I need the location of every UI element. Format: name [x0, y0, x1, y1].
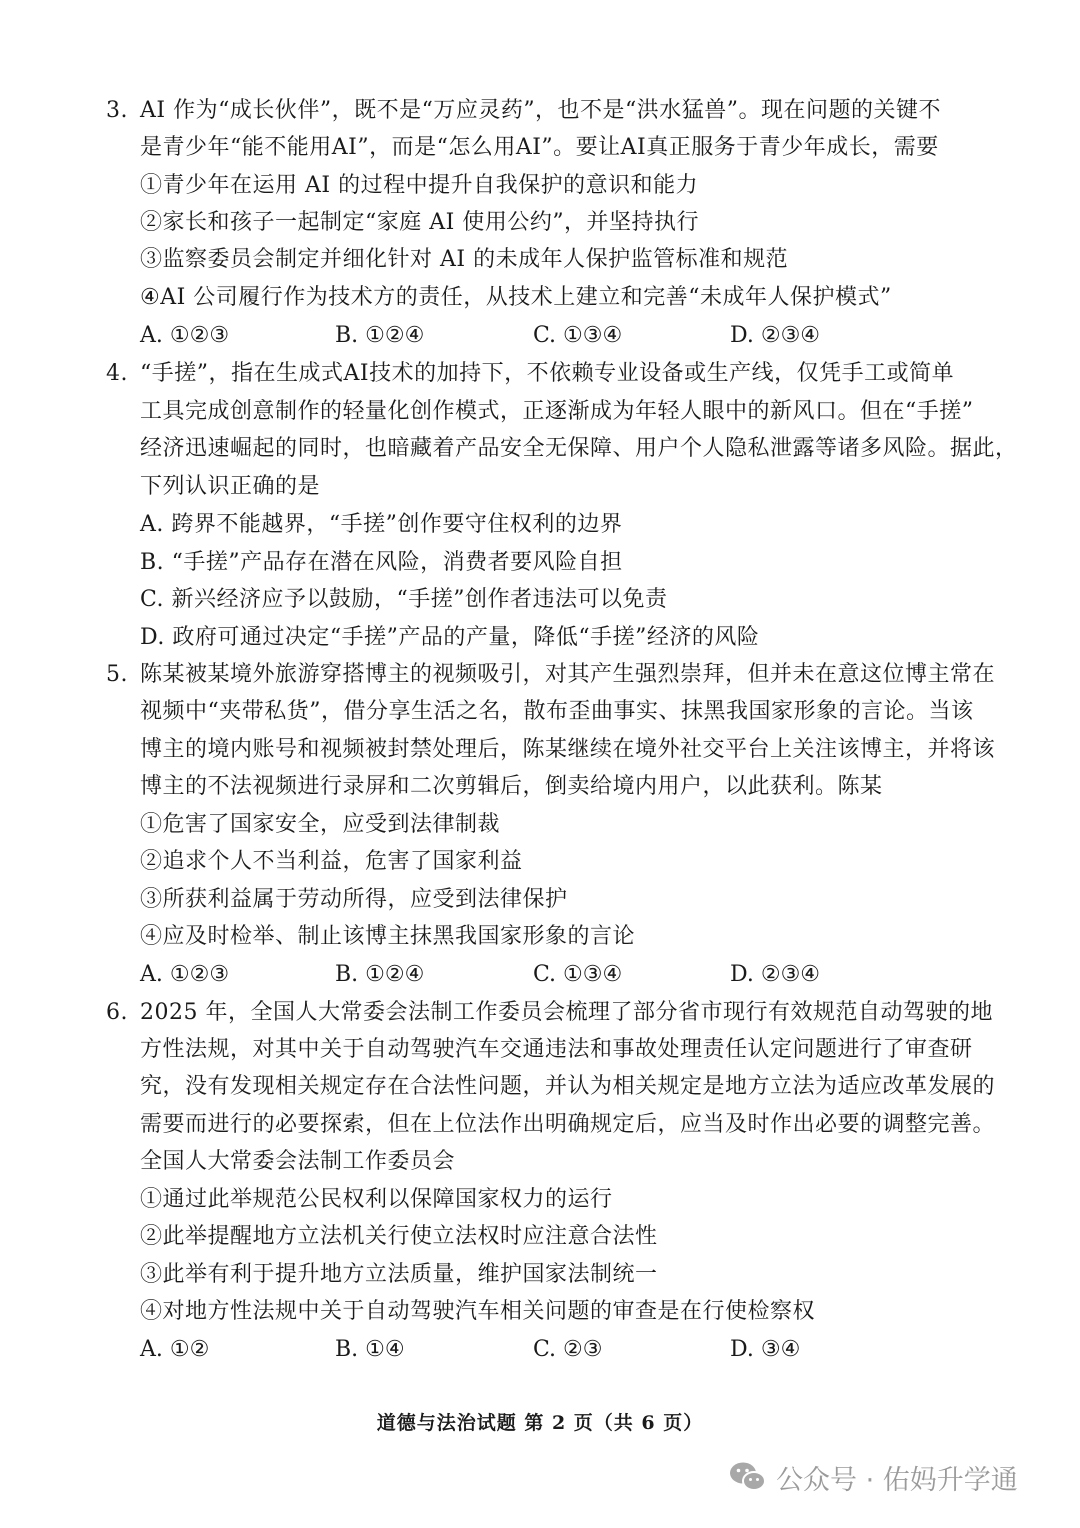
question-4-option-c: C. 新兴经济应予以鼓励，“手搓”创作者违法可以免责 [140, 587, 668, 612]
question-4-stem-line: 下列认识正确的是 [140, 474, 321, 499]
question-5-item: ②追求个人不当利益，危害了国家利益 [140, 849, 523, 874]
question-5-stem-line: 视频中“夹带私货”，借分享生活之名，散布歪曲事实、抹黑我国家形象的言论。当该 [140, 699, 974, 724]
question-6-item: ①通过此举规范公民权利以保障国家权力的运行 [140, 1187, 613, 1212]
question-5-item: ③所获利益属于劳动所得，应受到法律保护 [140, 887, 568, 912]
question-5-number: 5. [106, 662, 128, 687]
choice-b: B. ①②④ [335, 323, 425, 348]
question-5-stem-line: 陈某被某境外旅游穿搭博主的视频吸引，对其产生强烈崇拜，但并未在意这位博主常在 [140, 662, 996, 687]
choice-b: B. ①④ [335, 1337, 405, 1362]
choice-a: A. ①②③ [140, 962, 230, 987]
choice-c: C. ①③④ [533, 323, 623, 348]
choice-d: D. ②③④ [730, 323, 821, 348]
page-footer: 道德与法治试题 第 2 页（共 6 页） [376, 1412, 704, 1434]
choice-d: D. ②③④ [730, 962, 821, 987]
question-6-number: 6. [106, 1000, 128, 1025]
question-3-item: ③监察委员会制定并细化针对 AI 的未成年人保护监管标准和规范 [140, 247, 789, 272]
question-3-stem-line: 是青少年“能不能用AI”，而是“怎么用AI”。要让AI真正服务于青少年成长，需要 [140, 135, 939, 160]
question-5-item: ④应及时检举、制止该博主抹黑我国家形象的言论 [140, 924, 636, 949]
question-3-stem-line: AI 作为“成长伙伴”，既不是“万应灵药”，也不是“洪水猛兽”。现在问题的关键不 [140, 98, 942, 123]
question-3-item: ④AI 公司履行作为技术方的责任，从技术上建立和完善“未成年人保护模式” [140, 285, 892, 310]
choice-a: A. ①② [140, 1337, 210, 1362]
question-4-option-b: B. “手搓”产品存在潜在风险，消费者要风险自担 [140, 550, 623, 575]
choice-b: B. ①②④ [335, 962, 425, 987]
watermark [728, 1457, 1018, 1497]
watermark-text: 公众号 · 佑妈升学通 [776, 1464, 1018, 1496]
question-4-number: 4. [106, 361, 128, 386]
question-4-option-a: A. 跨界不能越界，“手搓”创作要守住权利的边界 [140, 512, 623, 537]
choice-c: C. ②③ [533, 1337, 603, 1362]
question-4-stem-line: 工具完成创意制作的轻量化创作模式，正逐渐成为年轻人眼中的新风口。但在“手搓” [140, 399, 974, 424]
question-4-option-d: D. 政府可通过决定“手搓”产品的产量，降低“手搓”经济的风险 [140, 625, 760, 650]
question-6-stem-line: 方性法规，对其中关于自动驾驶汽车交通违法和事故处理责任认定问题进行了审查研 [140, 1037, 973, 1062]
question-6-item: ③此举有利于提升地方立法质量，维护国家法制统一 [140, 1262, 658, 1287]
question-6-item: ④对地方性法规中关于自动驾驶汽车相关问题的审查是在行使检察权 [140, 1299, 816, 1324]
question-6-item: ②此举提醒地方立法机关行使立法权时应注意合法性 [140, 1224, 658, 1249]
question-3-item: ①青少年在运用 AI 的过程中提升自我保护的意识和能力 [140, 173, 699, 198]
choice-a: A. ①②③ [140, 323, 230, 348]
choice-d: D. ③④ [730, 1337, 801, 1362]
question-3-item: ②家长和孩子一起制定“家庭 AI 使用公约”，并坚持执行 [140, 210, 700, 235]
question-6-stem-line: 需要而进行的必要探索，但在上位法作出明确规定后，应当及时作出必要的调整完善。 [140, 1112, 996, 1137]
question-5-stem-line: 博主的境内账号和视频被封禁处理后，陈某继续在境外社交平台上关注该博主，并将该 [140, 737, 996, 762]
question-5-item: ①危害了国家安全，应受到法律制裁 [140, 812, 501, 837]
wechat-icon [728, 1460, 768, 1494]
choice-c: C. ①③④ [533, 962, 623, 987]
question-6-stem-line: 究，没有发现相关规定存在合法性问题，并认为相关规定是地方立法为适应改革发展的 [140, 1074, 996, 1099]
question-5-stem-line: 博主的不法视频进行录屏和二次剪辑后，倒卖给境内用户，以此获利。陈某 [140, 774, 883, 799]
question-6-stem-line: 全国人大常委会法制工作委员会 [140, 1149, 456, 1174]
question-3-number: 3. [106, 98, 128, 123]
question-4-stem-line: 经济迅速崛起的同时，也暗藏着产品安全无保障、用户个人隐私泄露等诸多风险。据此， [140, 436, 1018, 461]
question-4-stem-line: “手搓”，指在生成式AI技术的加持下，不依赖专业设备或生产线，仅凭手工或简单 [140, 361, 955, 386]
question-6-stem-line: 2025 年，全国人大常委会法制工作委员会梳理了部分省市现行有效规范自动驾驶的地 [140, 1000, 993, 1025]
